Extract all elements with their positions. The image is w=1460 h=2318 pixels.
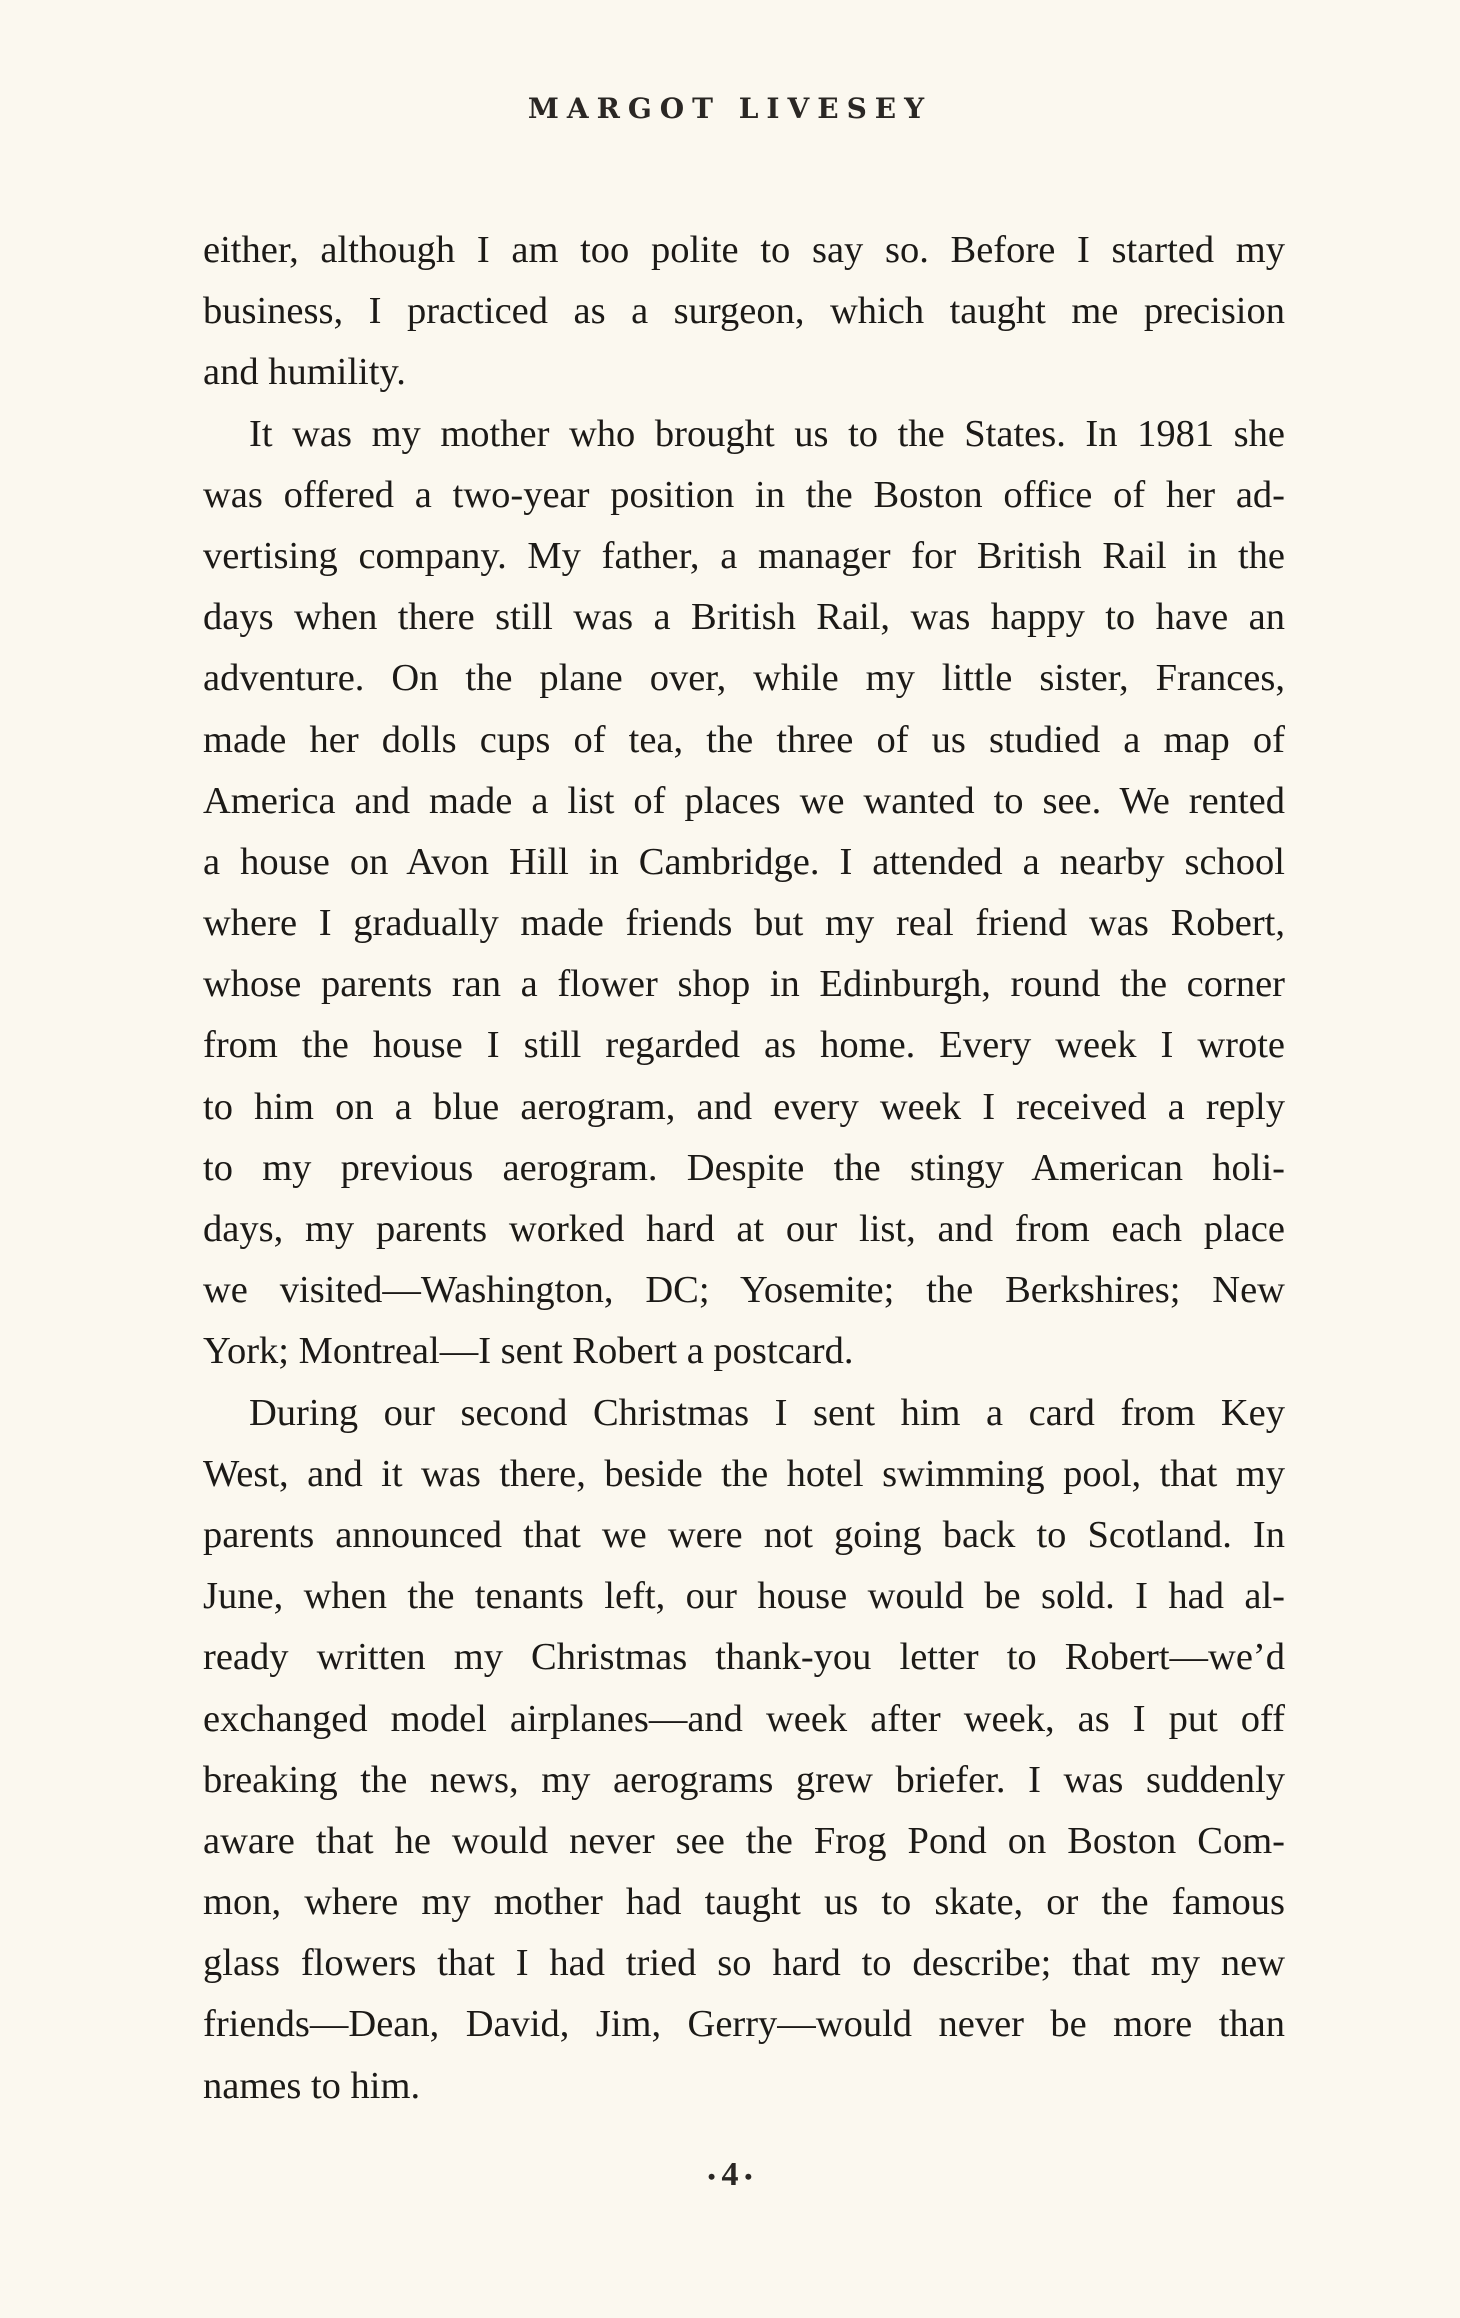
text-line: days, my parents worked hard at our list, and from each place <box>203 1208 1285 1250</box>
running-head: MARGOT LIVESEY <box>527 92 933 125</box>
text-line: parents announced that we were not going back to Scotland. In <box>203 1513 1285 1556</box>
text-line: to my previous aerogram. Despite the stingy American holi- <box>203 1146 1285 1189</box>
text-line: and humility. <box>203 351 406 394</box>
text-line: aware that he would never see the Frog Pond on Boston Com- <box>203 1819 1285 1862</box>
text-line: June, when the tenants left, our house would be sold. I had al- <box>203 1575 1285 1618</box>
text-line: It was my mother who brought us to the States. In 1981 she <box>249 412 1285 455</box>
folio-dot-left: • <box>707 2164 716 2190</box>
text-line: breaking the news, my aerograms grew briefer. I was suddenly <box>203 1758 1285 1801</box>
text-line: vertising company. My father, a manager for British Rail in the <box>203 534 1285 577</box>
text-line: was offered a two-year position in the Boston office of her ad- <box>203 473 1285 516</box>
body-text <box>203 220 1285 2117</box>
text-line: ready written my Christmas thank-you letter to Robert—we’d <box>203 1636 1285 1679</box>
text-line: mon, where my mother had taught us to skate, or the famous <box>203 1881 1285 1924</box>
page-number <box>0 2156 1460 2194</box>
text-line: West, and it was there, beside the hotel swimming pool, that my <box>203 1452 1285 1495</box>
text-line: a house on Avon Hill in Cambridge. I attended a nearby school <box>203 840 1285 883</box>
text-line: During our second Christmas I sent him a card from Key <box>249 1391 1285 1434</box>
text-line: we visited—Washington, DC; Yosemite; the Berkshires; New <box>203 1269 1285 1312</box>
text-line: either, although I am too polite to say so. Before I started my <box>203 229 1285 271</box>
text-line: exchanged model airplanes—and week after week, as I put off <box>203 1697 1285 1740</box>
text-line: glass flowers that I had tried so hard to describe; that my new <box>203 1942 1285 1985</box>
text-line: days when there still was a British Rail, was happy to have an <box>203 596 1285 639</box>
text-line: friends—Dean, David, Jim, Gerry—would never be more than <box>203 2003 1285 2046</box>
text-line: from the house I still regarded as home. Every week I wrote <box>203 1024 1285 1067</box>
text-line: York; Montreal—I sent Robert a postcard. <box>203 1330 854 1373</box>
text-line: where I gradually made friends but my real friend was Robert, <box>203 902 1285 945</box>
text-line: made her dolls cups of tea, the three of us studied a map of <box>203 718 1285 761</box>
text-line: to him on a blue aerogram, and every week I received a reply <box>203 1085 1285 1128</box>
text-line: whose parents ran a flower shop in Edinburgh, round the corner <box>203 963 1285 1006</box>
text-line: adventure. On the plane over, while my little sister, Frances, <box>203 657 1285 700</box>
page-number-value: 4 <box>721 2156 739 2193</box>
text-line: names to him. <box>203 2064 421 2107</box>
text-line: business, I practiced as a surgeon, which taught me precision <box>203 290 1285 333</box>
folio-dot-right: • <box>744 2164 753 2190</box>
text-line: America and made a list of places we wanted to see. We rented <box>203 779 1285 822</box>
